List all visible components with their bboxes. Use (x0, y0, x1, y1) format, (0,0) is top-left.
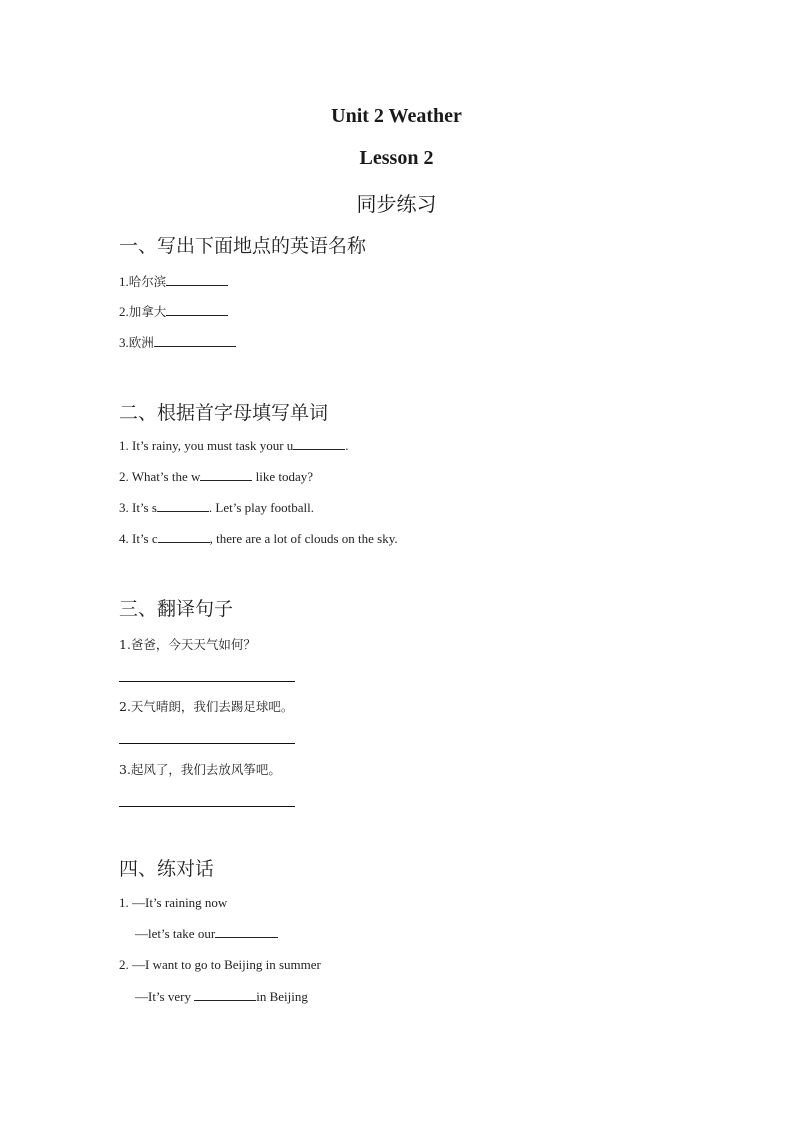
section-3-heading: 三、翻译句子 (119, 598, 234, 620)
item-text-after: . Let’s play football. (208, 500, 314, 515)
lesson-title: Lesson 2 (359, 147, 434, 169)
answer-blank[interactable] (166, 274, 228, 286)
section-1-item-2 (119, 302, 228, 320)
item-text: —let’s take our (135, 926, 216, 941)
section-1-heading: 一、写出下面地点的英语名称 (119, 235, 367, 257)
section-2-item-1 (119, 438, 349, 454)
section-2-item-2 (119, 469, 313, 485)
answer-blank[interactable] (215, 926, 278, 938)
item-number: 1. (119, 274, 129, 289)
section-3-item-3: 3.起风了，我们去放风筝吧。 (119, 762, 281, 777)
section-4-heading: 四、练对话 (119, 858, 215, 880)
item-text: 哈尔滨 (128, 274, 167, 289)
section-3-item-1: 1.爸爸，今天天气如何？ (119, 637, 256, 652)
worksheet-subtitle: 同步练习 (356, 192, 437, 216)
item-text: 1. It’s rainy, you must task your u (119, 438, 294, 453)
item-number: 2. (119, 304, 129, 319)
item-text-after: like today? (252, 469, 314, 484)
item-text: 欧洲 (128, 335, 154, 350)
item-text-after: in Beijing (256, 989, 308, 1004)
answer-blank[interactable] (166, 304, 228, 316)
answer-blank[interactable] (194, 989, 256, 1001)
answer-blank[interactable] (200, 469, 252, 481)
section-2-item-3 (119, 500, 314, 516)
section-2-heading: 二、根据首字母填写单词 (119, 402, 329, 424)
section-1-item-3 (119, 333, 236, 351)
dialogue-1-line-2 (135, 926, 278, 942)
item-text: —It’s very (135, 989, 195, 1004)
answer-blank[interactable] (158, 531, 210, 543)
answer-blank[interactable] (154, 335, 236, 347)
dialogue-2-line-2 (135, 989, 308, 1005)
section-1-item-1 (119, 272, 228, 290)
worksheet-title: Unit 2 Weather (331, 105, 462, 127)
item-text-after: , there are a lot of clouds on the sky. (209, 531, 398, 546)
item-text: 2. What’s the w (119, 469, 201, 484)
dialogue-1-line-1: 1. —It’s raining now (119, 895, 228, 910)
answer-blank[interactable] (293, 438, 345, 450)
section-2-item-4 (119, 531, 398, 547)
item-number: 3. (119, 335, 129, 350)
dialogue-2-line-1: 2. —I want to go to Beijing in summer (119, 957, 321, 972)
item-text-after: . (345, 438, 349, 453)
section-3-item-2: 2.天气晴朗，我们去踢足球吧。 (119, 699, 294, 714)
item-text: 4. It’s c (119, 531, 158, 546)
answer-line[interactable] (119, 743, 295, 744)
item-text: 加拿大 (128, 304, 167, 319)
answer-line[interactable] (119, 806, 295, 807)
answer-line[interactable] (119, 681, 295, 682)
answer-blank[interactable] (157, 500, 209, 512)
item-text: 3. It’s s (119, 500, 157, 515)
